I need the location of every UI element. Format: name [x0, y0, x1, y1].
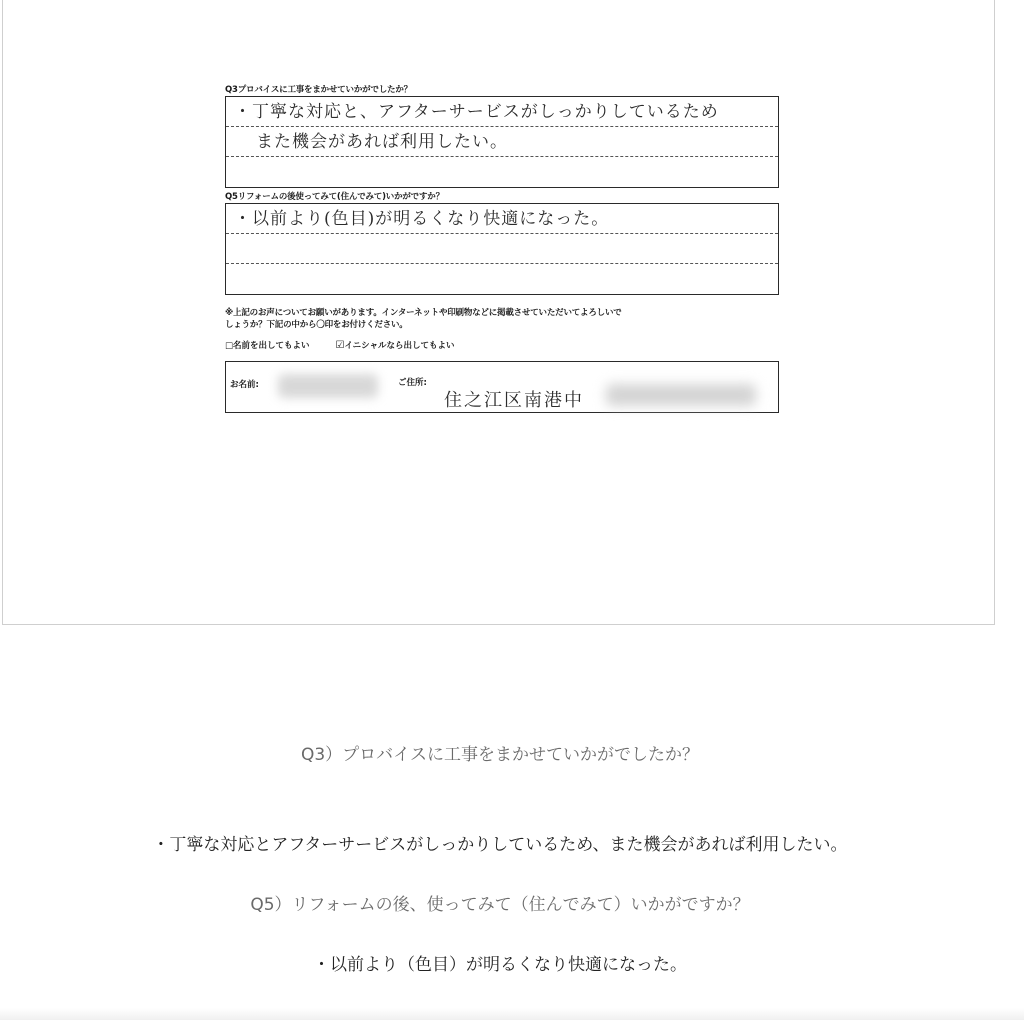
transcript-q5: Q5）リフォームの後、使ってみて（住んでみて）いかがですか？	[250, 895, 750, 915]
address-handwritten: 住之江区南港中	[444, 390, 584, 411]
q3-answer-line-2: また機会があれば利用したい。	[226, 127, 778, 157]
transcript-q3: Q3）プロバイスに工事をまかせていかがでしたか？	[300, 745, 700, 765]
notice-line-2: しょうか？下記の中から〇印をお付けください。	[225, 320, 408, 330]
transcript-a3: ・丁寧な対応とアフターサービスがしっかりしているため、また機会があれば利用したい。	[152, 835, 848, 855]
q3-answer-line-1: ・丁寧な対応と、アフターサービスがしっかりしているため	[226, 97, 778, 127]
q3-form-label: Q3プロバイスに工事をまかせていかがでしたか？	[225, 85, 412, 95]
survey-form	[225, 85, 780, 413]
transcript-a5: ・以前より（色目）が明るくなり快適になった。	[313, 955, 687, 975]
q3-answer-box	[225, 96, 779, 188]
name-address-box	[225, 361, 779, 413]
survey-scan-image	[2, 0, 995, 625]
q5-answer-line-1: ・以前より(色目)が明るくなり快適になった。	[226, 204, 778, 234]
q5-answer-line-2	[226, 234, 778, 264]
address-label: ご住所:	[398, 378, 427, 388]
name-label: お名前:	[230, 380, 259, 390]
blurred-address	[606, 384, 756, 406]
checked-box-icon: ☑	[335, 340, 345, 351]
bottom-edge	[0, 1008, 1024, 1020]
option-initial-label: イニシャルなら出してもよい	[344, 341, 455, 351]
option-name-ok: □名前を出してもよい	[225, 341, 310, 351]
q5-answer-line-3	[226, 264, 778, 294]
q3-answer-line-3	[226, 157, 778, 187]
q5-answer-box	[225, 203, 779, 295]
option-initial-ok	[336, 339, 455, 353]
publication-notice	[225, 307, 780, 331]
q5-form-label: Q5リフォームの後使ってみて(住んでみて)いかがですか？	[225, 192, 444, 202]
permission-options	[225, 339, 780, 353]
notice-line-1: ※上記のお声についてお願いがあります。インターネットや印刷物などに掲載させていただいてよろしいで	[225, 308, 622, 318]
blurred-name	[278, 374, 378, 398]
